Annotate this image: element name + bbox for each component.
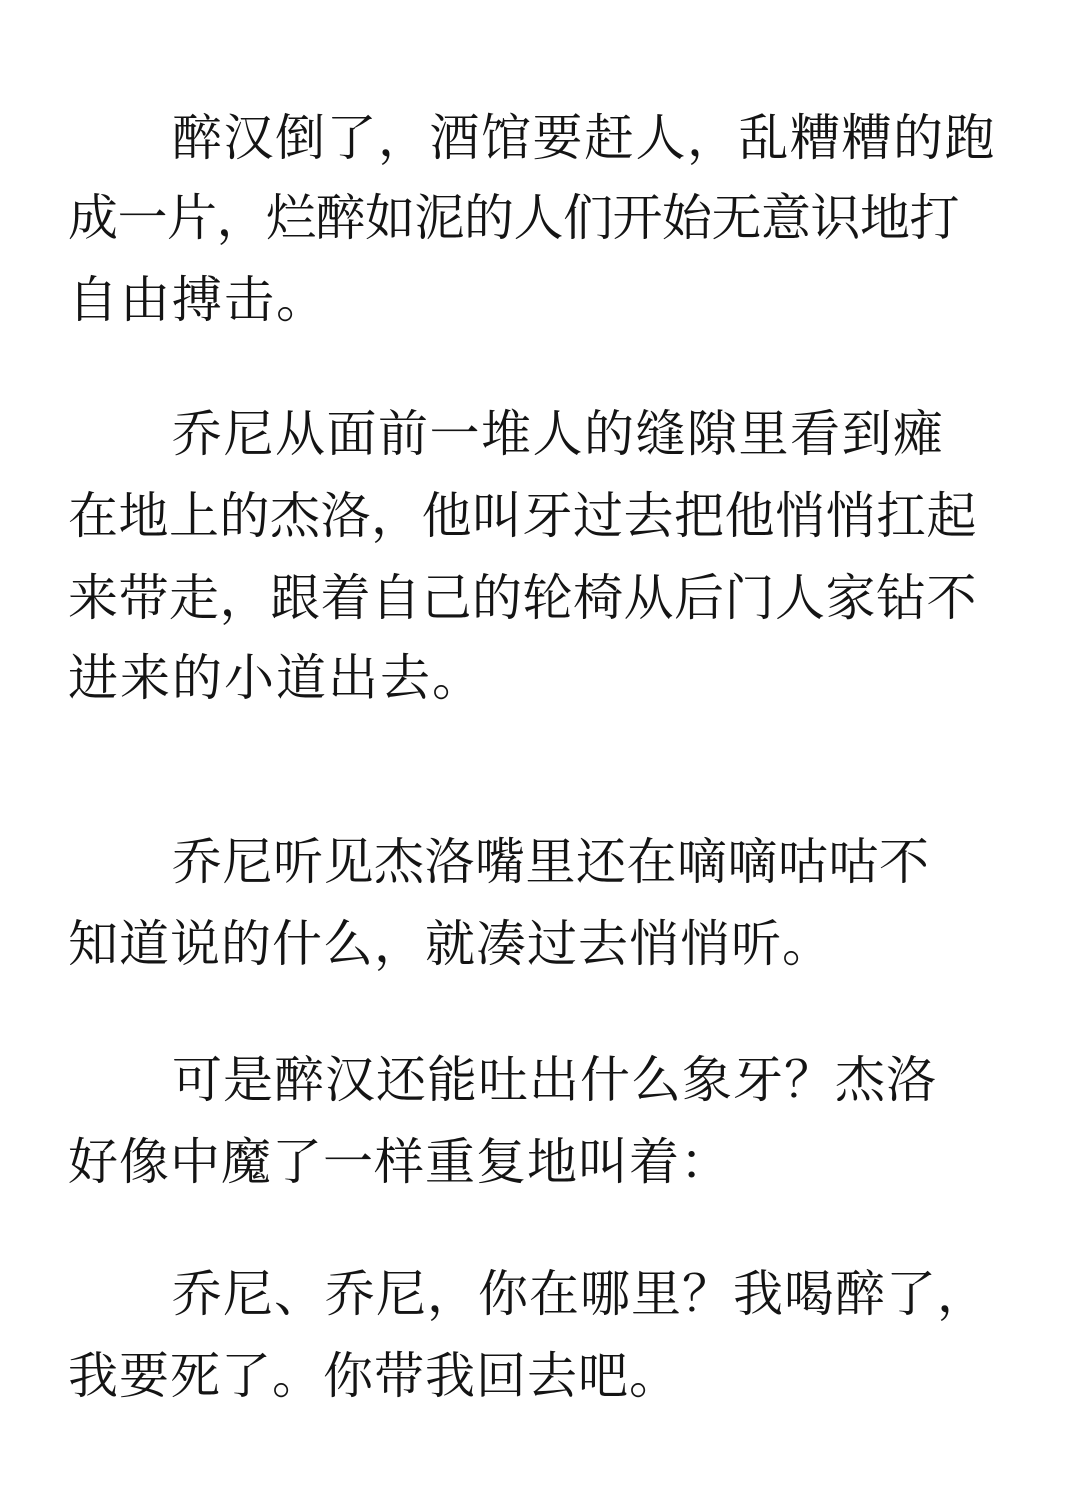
text-line: 好像中魔了一样重复地叫着：	[68, 1133, 731, 1191]
text-line: 乔尼从面前一堆人的缝隙里看到瘫	[172, 405, 945, 463]
text-line: 在地上的杰洛，他叫牙过去把他悄悄扛起	[68, 487, 977, 545]
text-line: 成一片，烂醉如泥的人们开始无意识地打	[68, 189, 959, 247]
text-line: 自由搏击。	[68, 271, 328, 329]
text-line: 知道说的什么，就凑过去悄悄听。	[68, 915, 833, 973]
text-line: 我要死了。你带我回去吧。	[68, 1347, 680, 1405]
text-line: 来带走，跟着自己的轮椅从后门人家钻不	[68, 569, 977, 627]
text-line: 醉汉倒了，酒馆要赶人，乱糟糟的跑	[172, 109, 996, 167]
text-line: 进来的小道出去。	[68, 649, 484, 707]
text-line: 可是醉汉还能吐出什么象牙？杰洛	[172, 1051, 937, 1109]
text-line: 乔尼、乔尼，你在哪里？我喝醉了，	[172, 1265, 988, 1323]
text-line: 乔尼听见杰洛嘴里还在嘀嘀咕咕不	[172, 833, 930, 891]
